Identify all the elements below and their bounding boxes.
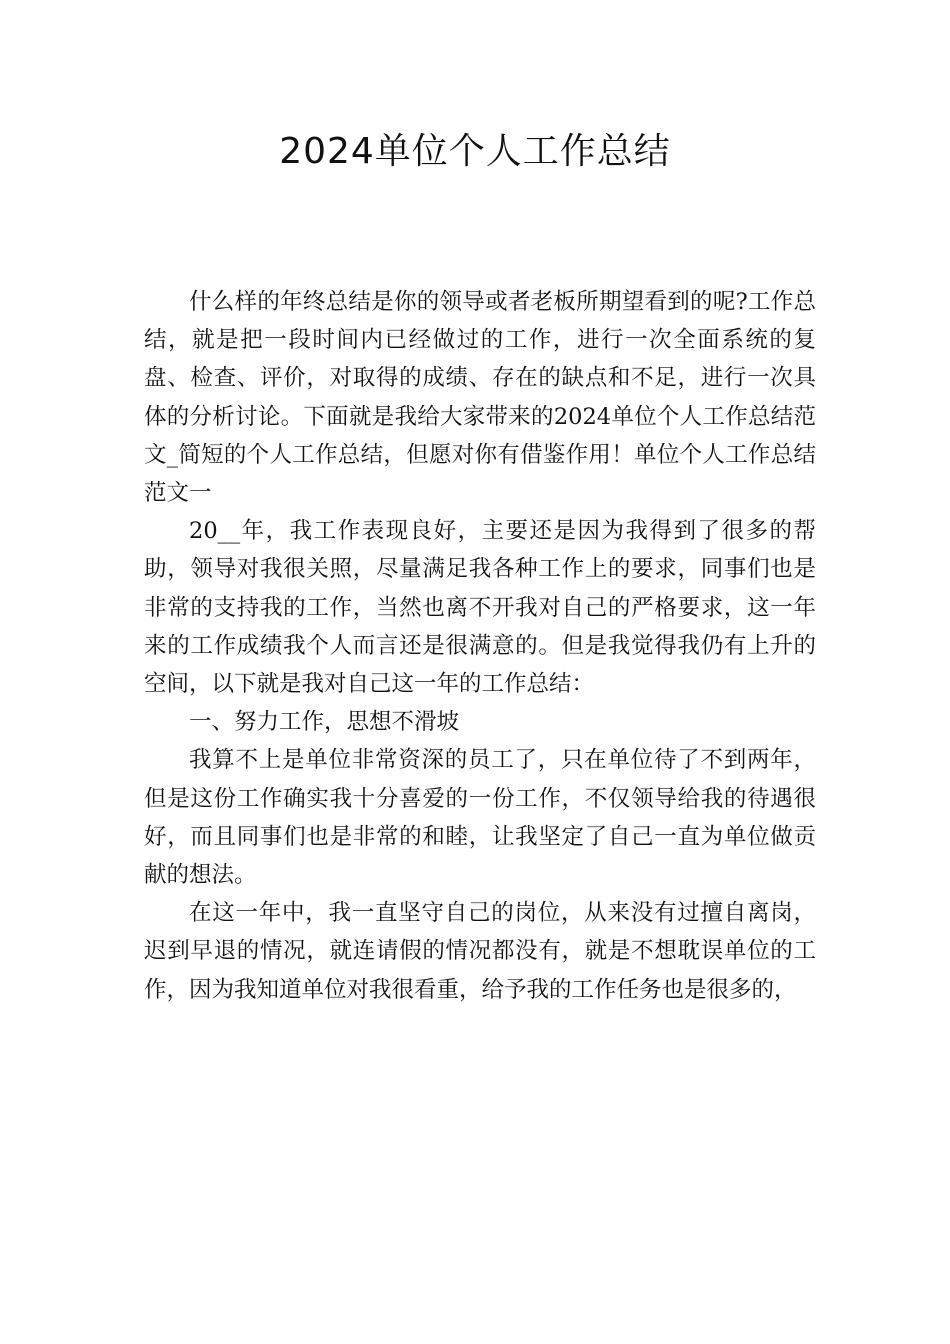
paragraph-attendance: 在这一年中，我一直坚守自己的岗位，从来没有过擅自离岗，迟到早退的情况，就连请假的情况都没有，就是不想耽误单位的工作，因为我知道单位对我很看重，给予我的工作任务也是很多的， — [144, 900, 816, 1003]
paragraph-intro: 什么样的年终总结是你的领导或者老板所期望看到的呢?工作总结，就是把一段时间内已经做过的工作，进行一次全面系统的复盘、检查、评价，对取得的成绩、存在的缺点和不足，进行一次具体的分析讨论。下面就是我给大家带来的2024单位个人工作总结范文_简短的个人工作总结，但愿对你有借鉴作用！单位个人工作总结范文一 — [144, 289, 816, 507]
section-heading: 一、努力工作，思想不滑坡 — [189, 709, 460, 736]
paragraph-work-attitude: 我算不上是单位非常资深的员工了，只在单位待了不到两年，但是这份工作确实我十分喜爱的一份工作，不仅领导给我的待遇很好，而且同事们也是非常的和睦，让我坚定了自己一直为单位做贡献的想法。 — [144, 747, 816, 889]
document-title: 2024单位个人工作总结 — [279, 131, 671, 172]
document-body — [144, 283, 816, 1009]
paragraph-overview: 20__年，我工作表现良好，主要还是因为我得到了很多的帮助，领导对我很关照，尽量满足我各种工作上的要求，同事们也是非常的支持我的工作，当然也离不开我对自己的严格要求，这一年来的工作成绩我个人而言还是很满意的。但是我觉得我仍有上升的空间，以下就是我对自己这一年的工作总结： — [144, 518, 816, 698]
